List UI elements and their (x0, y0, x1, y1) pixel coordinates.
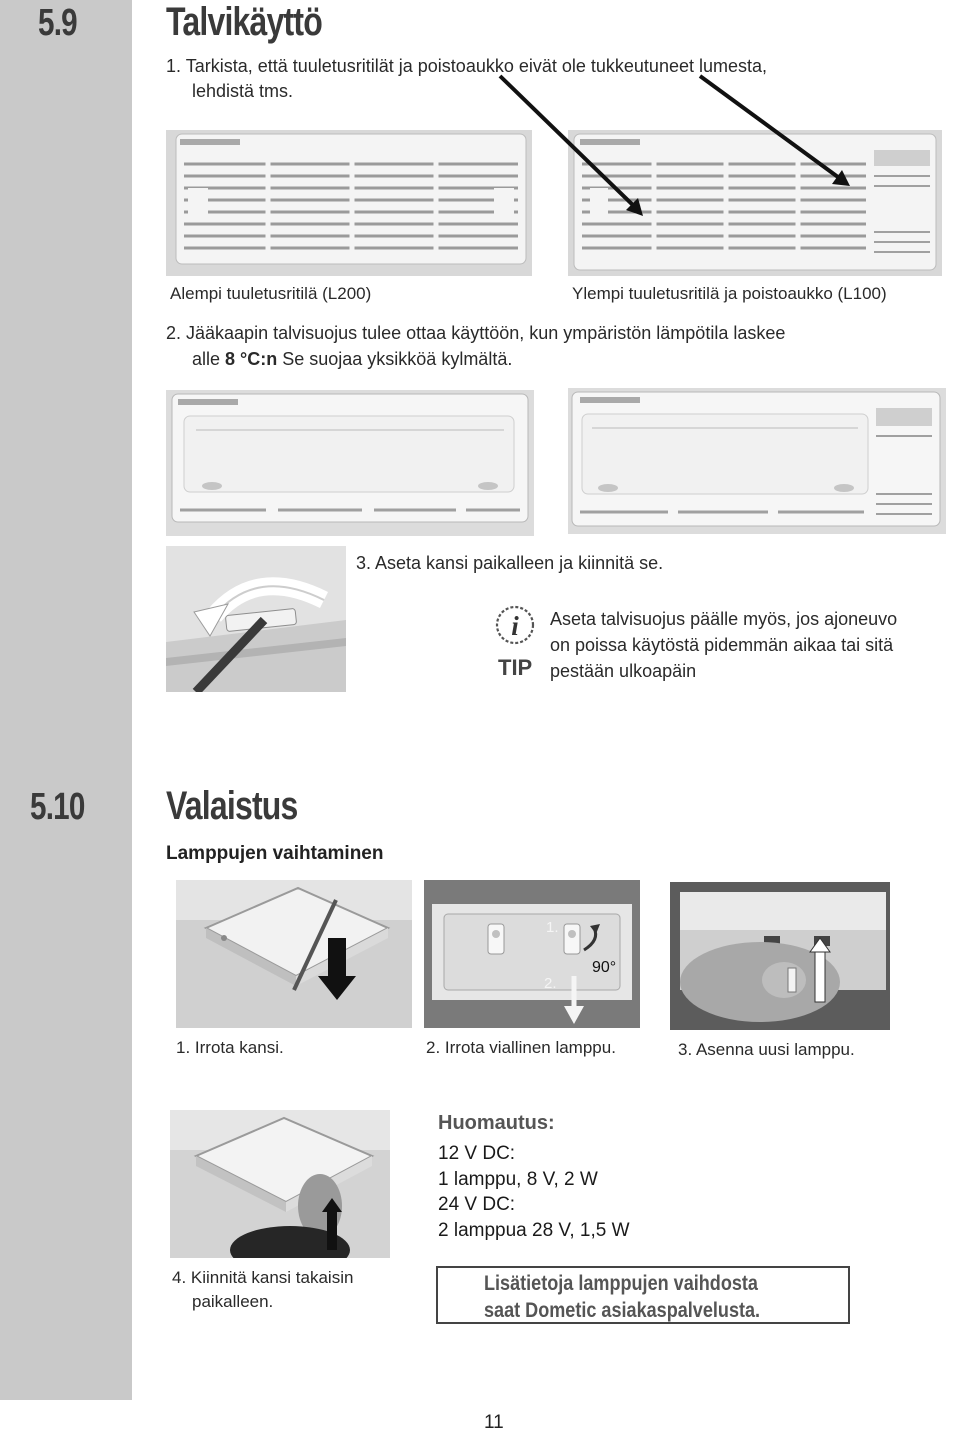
section-title: Valaistus (166, 784, 298, 828)
note-title: Huomautus: (438, 1112, 555, 1134)
caption-remove-cover: 1. Irrota kansi. (176, 1038, 284, 1057)
step-1-line-1: 1. Tarkista, että tuuletusritilät ja poistoaukko eivät ole tukkeutuneet lumesta, (166, 56, 768, 76)
note-line: 12 V DC: (438, 1143, 516, 1164)
tip-line-2: on poissa käytöstä pidemmän aikaa tai sitä (550, 635, 894, 655)
install-bulb-photo (670, 882, 890, 1030)
box-line-2: saat Dometic asiakaspalvelusta. (484, 1299, 761, 1322)
customer-service-box (436, 1266, 850, 1324)
svg-text:1.: 1. (546, 919, 559, 936)
tip-line-1: Aseta talvisuojus päälle myös, jos ajoneuvo (550, 609, 898, 629)
caption-refit-line-1: 4. Kiinnitä kansi takaisin (172, 1268, 354, 1287)
tip-line-3: pestään ulkoapäin (550, 661, 697, 681)
step-2-line-2: alle 8 °C:n Se suojaa yksikköä kylmältä. (192, 349, 513, 369)
section-sidebar (0, 0, 132, 1400)
caption-remove-bulb: 2. Irrota viallinen lamppu. (426, 1038, 616, 1057)
caption-refit-line-2: paikalleen. (192, 1292, 274, 1311)
temperature-threshold: 8 °C:n (225, 349, 278, 369)
remove-cover-photo (176, 880, 412, 1028)
caption-install-bulb: 3. Asenna uusi lamppu. (678, 1040, 855, 1059)
lower-winter-cover-photo (166, 390, 534, 536)
remove-bulb-photo (424, 880, 640, 1028)
lower-grille-photo (166, 130, 532, 276)
box-line-1: Lisätietoja lamppujen vaihdosta (484, 1272, 758, 1295)
step-3: 3. Aseta kansi paikalleen ja kiinnitä se. (356, 553, 664, 573)
upper-winter-cover-photo (568, 388, 946, 534)
note-line: 24 V DC: (438, 1194, 516, 1215)
tip-label: TIP (498, 655, 533, 680)
section-title: Talvikäyttö (166, 0, 322, 44)
svg-text:90°: 90° (592, 959, 617, 976)
note-list (438, 1141, 630, 1243)
step-1-line-2: lehdistä tms. (192, 81, 294, 101)
info-icon (494, 604, 536, 646)
step-2-line-1: 2. Jääkaapin talvisuojus tulee ottaa käyttöön, kun ympäristön lämpötila laskee (166, 323, 786, 343)
page-number: 11 (484, 1412, 504, 1433)
svg-text:i: i (511, 611, 519, 641)
note-line: 2 lamppua 28 V, 1,5 W (438, 1219, 630, 1241)
section-number: 5.10 (30, 786, 85, 828)
svg-text:2.: 2. (544, 975, 557, 992)
refit-cover-photo (170, 1110, 390, 1258)
section-number: 5.9 (38, 2, 77, 44)
caption-lower-grille: Alempi tuuletusritilä (L200) (170, 284, 372, 303)
caption-upper-grille: Ylempi tuuletusritilä ja poistoaukko (L100) (572, 284, 887, 303)
fastening-photo (166, 546, 346, 692)
section-subtitle: Lamppujen vaihtaminen (166, 843, 384, 864)
note-line: 1 lamppu, 8 V, 2 W (438, 1168, 598, 1190)
pointer-arrows (480, 70, 870, 230)
